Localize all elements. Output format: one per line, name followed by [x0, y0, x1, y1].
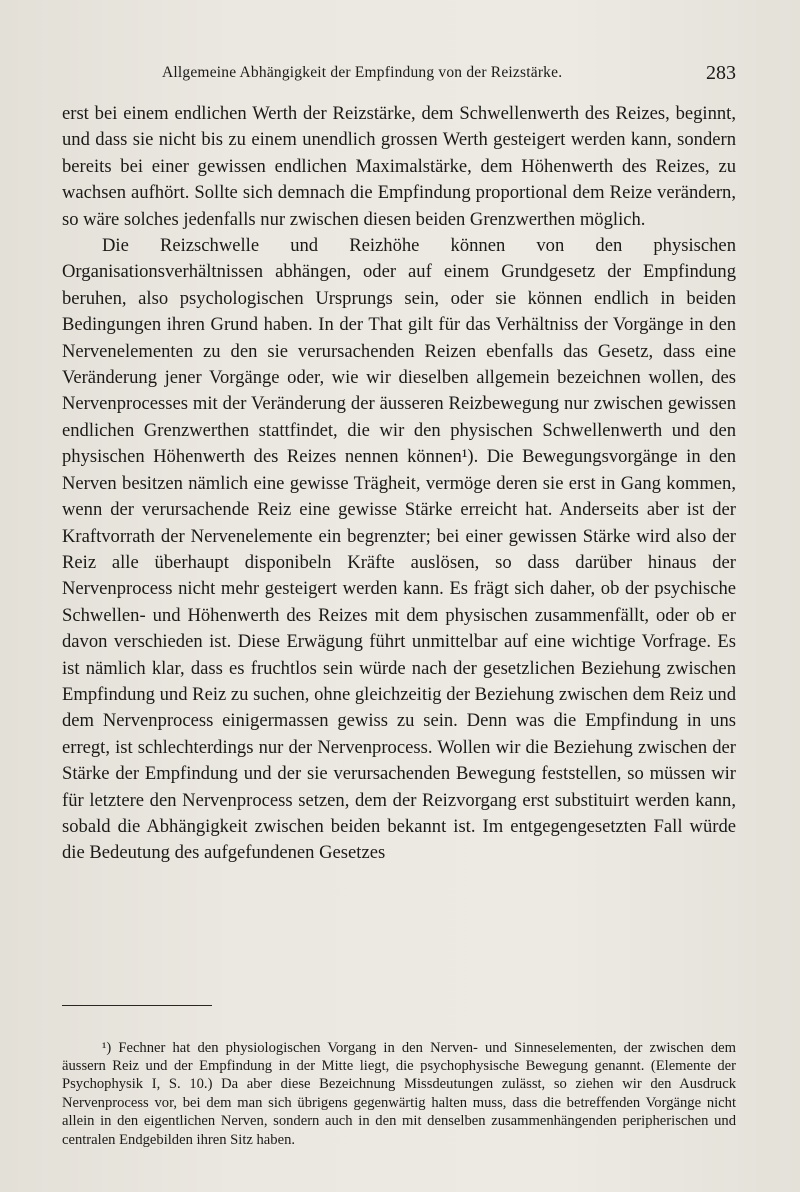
page-number: 283: [706, 62, 736, 84]
footnote: ¹) Fechner hat den physiologischen Vorgang in den Nerven- und Sinneselementen, der zwischen dem äussern Reiz und der Empfindung in der Mitte liegt, die psychophysische Bewegung genannt. (Elemente der Psychophysik I, S. 10.) Da aber diese Bezeichnung Missdeutungen zulässt, so ziehen wir den Ausdruck Nervenprocess vor, bei dem man sich übrigens gegenwärtig halten muss, dass die betreffenden Vorgänge nicht allein in den eigentlichen Nerven, sondern auch in den mit denselben zusammenhängenden peripherischen und centralen Endgebilden ihren Sitz haben.: [62, 1039, 736, 1148]
main-text: [62, 101, 736, 867]
running-head: Allgemeine Abhängigkeit der Empfindung von der Reizstärke.: [162, 64, 563, 81]
page-header: [62, 62, 736, 88]
footnote-divider: [62, 1005, 212, 1006]
paragraph-continued: erst bei einem endlichen Werth der Reizstärke, dem Schwellenwerth des Reizes, beginnt, und dass sie nicht bis zu einem unendlich grossen Werth gesteigert werden kann, sondern bereits bei einer gewissen endlichen Maximalstärke, dem Höhenwerth des Reizes, zu wachsen aufhört. Sollte sich demnach die Empfindung proportional dem Reize verändern, so wäre solches jedenfalls nur zwischen diesen beiden Grenzwerthen möglich.: [62, 103, 736, 230]
paragraph-reizschwelle: Die Reizschwelle und Reizhöhe können von den physischen Organisationsverhältnissen abhängen, oder auf einem Grundgesetz der Empfindung beruhen, also psychologischen Ursprungs sein, oder sie können endlich in beiden Bedingungen ihren Grund haben. In der That gilt für das Verhältniss der Vorgänge in den Nervenelementen zu den sie verursachenden Reizen ebenfalls das Gesetz, dass eine Veränderung jener Vorgänge oder, wie wir dieselben allgemein bezeichnen wollen, des Nervenprocesses mit der Veränderung der äusseren Reizbewegung nur zwischen gewissen endlichen Grenzwerthen stattfindet, die wir den physischen Schwellenwerth und den physischen Höhenwerth des Reizes nennen können¹). Die Bewegungsvorgänge in den Nerven besitzen nämlich eine gewisse Trägheit, vermöge deren sie erst in Gang kommen, wenn der verursachende Reiz eine gewisse Stärke erreicht hat. Anderseits aber ist der Kraftvorrath der Nervenelemente ein begrenzter; bei einer gewissen Stärke wird also der Reiz alle überhaupt disponibeln Kräfte auslösen, so dass darüber hinaus der Nervenprocess nicht mehr gesteigert werden kann. Es frägt sich daher, ob der psychische Schwellen- und Höhenwerth des Reizes mit dem physischen zusammenfällt, oder ob er davon verschieden ist. Diese Erwägung führt unmittelbar auf eine wichtige Vorfrage. Es ist nämlich klar, dass es fruchtlos sein würde nach der gesetzlichen Beziehung zwischen Empfindung und Reiz zu suchen, ohne gleichzeitig der Beziehung zwischen dem Reiz und dem Nervenprocess einigermassen gewiss zu sein. Denn was die Empfindung in uns erregt, ist schlechterdings nur der Nervenprocess. Wollen wir die Beziehung zwischen der Stärke der Empfindung und der sie verursachenden Bewegung feststellen, so müssen wir für letztere den Nervenprocess setzen, dem der Reizvorgang erst substituirt werden kann, sobald die Abhängigkeit zwischen beiden bekannt ist. Im entgegengesetzten Fall würde die Bedeutung des aufgefundenen Gesetzes: [62, 235, 736, 864]
